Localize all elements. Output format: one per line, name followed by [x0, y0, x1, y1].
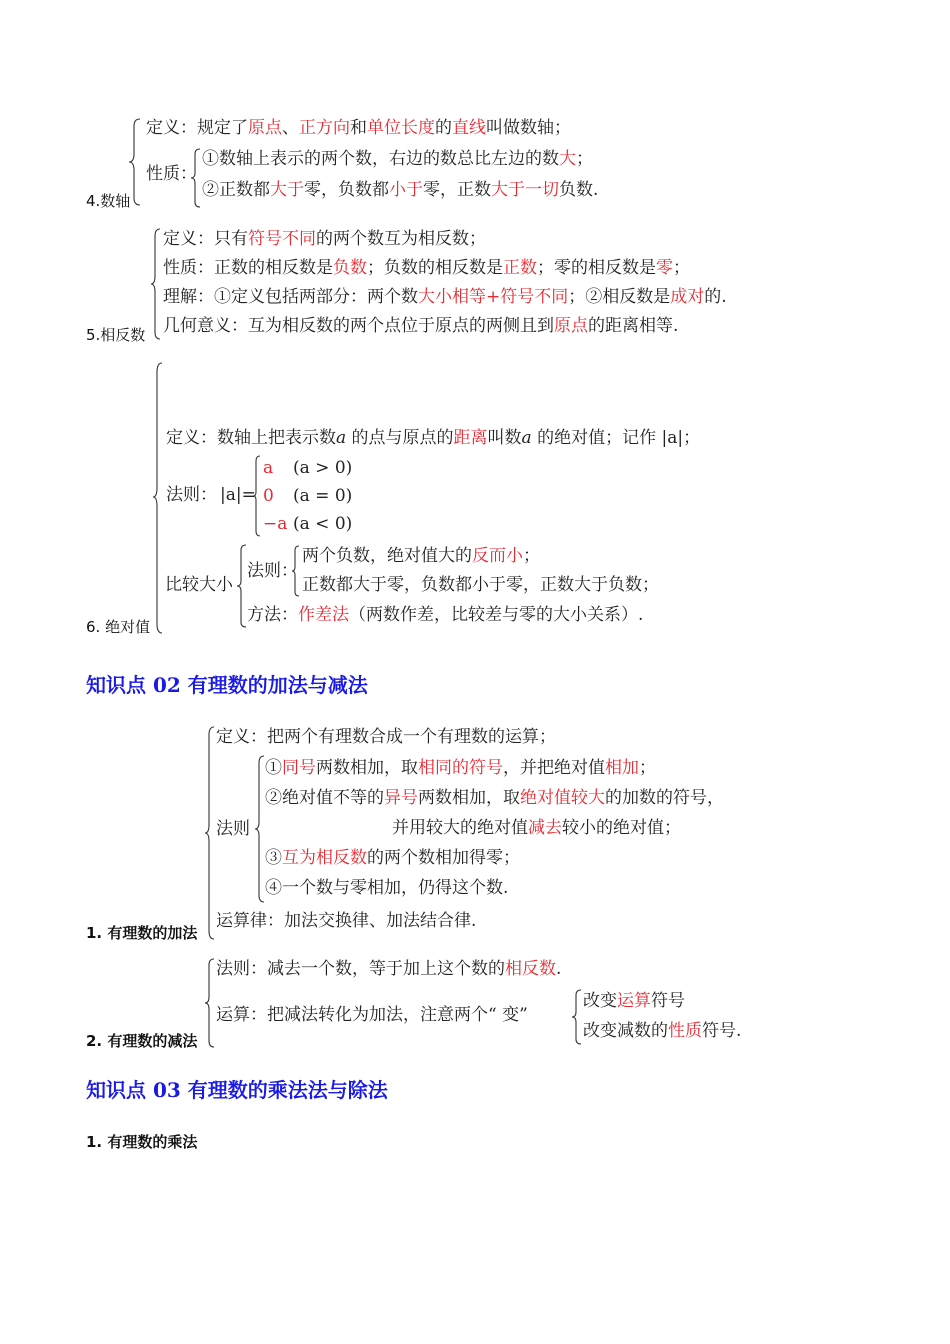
change-operation-sign: 改变运算符号: [583, 991, 685, 1011]
addition-laws: 运算律：加法交换律、加法结合律.: [216, 911, 477, 931]
addition-brace: [204, 726, 216, 940]
absolute-value-label: 6. 绝对值: [86, 618, 151, 636]
compare-rule-1: 两个负数，绝对值大的反而小；: [302, 546, 540, 566]
absolute-rule-label: 法则：: [166, 485, 217, 505]
opposite-understanding: 理解：①定义包括两部分：两个数大小相等+符号不同；②相反数是成对的.: [163, 287, 727, 307]
addition-rule-1: ①同号两数相加，取相同的符号，并把绝对值相加；: [265, 758, 656, 778]
case-value-positive: a: [263, 458, 274, 478]
compare-method: 方法：作差法（两数作差，比较差与零的大小关系）.: [247, 605, 644, 625]
section-03-heading: 知识点 03 有理数的乘法法与除法: [86, 1078, 388, 1102]
addition-label: 1. 有理数的加法: [86, 924, 198, 942]
multiplication-label: 1. 有理数的乘法: [86, 1133, 198, 1151]
absolute-rule-expression: |a|=: [220, 485, 256, 505]
number-axis-label: 4.数轴: [86, 192, 131, 210]
case-condition-negative: (a < 0): [293, 514, 353, 534]
case-condition-zero: (a = 0): [293, 486, 353, 506]
compare-rule-2: 正数都大于零，负数都小于零，正数大于负数；: [302, 575, 659, 595]
compare-rule-label: 法则：: [247, 561, 298, 581]
case-value-negative: −a: [263, 514, 288, 534]
addition-definition: 定义：把两个有理数合成一个有理数的运算；: [216, 727, 556, 747]
compare-rule-brace: [291, 545, 301, 597]
number-axis-definition: 定义：规定了原点、正方向和单位长度的直线叫做数轴；: [146, 118, 571, 138]
opposite-geometric-meaning: 几何意义：互为相反数的两个点位于原点的两侧且到原点的距离相等.: [163, 316, 679, 336]
number-axis-brace: [128, 118, 142, 206]
opposite-property: 性质：正数的相反数是负数；负数的相反数是正数；零的相反数是零；: [163, 258, 690, 278]
compare-label: 比较大小: [165, 575, 233, 595]
absolute-definition: 定义：数轴上把表示数a 的点与原点的距离叫数a 的绝对值；记作 |a|；: [166, 428, 701, 448]
number-axis-property-label: 性质：: [146, 164, 197, 184]
opposite-number-brace: [150, 228, 162, 340]
addition-rule-label: 法则: [216, 819, 250, 839]
section-02-heading: 知识点 02 有理数的加法与减法: [86, 673, 368, 697]
addition-rule-2: ②绝对值不等的异号两数相加，取绝对值较大的加数的符号，: [265, 788, 724, 808]
subtraction-operation: 运算：把减法转化为加法，注意两个“ 变”: [216, 1005, 528, 1025]
addition-rule-2-continued: 并用较大的绝对值减去较小的绝对值；: [392, 818, 681, 838]
property-brace: [190, 148, 202, 208]
subtraction-brace: [204, 958, 216, 1048]
opposite-definition: 定义：只有符号不同的两个数互为相反数；: [163, 229, 486, 249]
opposite-number-label: 5.相反数: [86, 326, 146, 344]
subtraction-rule: 法则：减去一个数，等于加上这个数的相反数.: [216, 959, 562, 979]
case-value-zero: 0: [263, 486, 274, 506]
addition-rule-3: ③互为相反数的两个数相加得零；: [265, 848, 520, 868]
number-axis-property-2: ②正数都大于零，负数都小于零，正数大于一切负数.: [202, 180, 599, 200]
subtraction-label: 2. 有理数的减法: [86, 1032, 198, 1050]
cases-brace: [252, 455, 262, 537]
change-brace: [571, 989, 583, 1045]
addition-rule-4: ④一个数与零相加，仍得这个数.: [265, 878, 509, 898]
absolute-value-brace: [152, 362, 164, 634]
change-subtrahend-sign: 改变减数的性质符号.: [583, 1021, 742, 1041]
case-condition-positive: (a > 0): [293, 458, 353, 478]
number-axis-property-1: ①数轴上表示的两个数，右边的数总比左边的数大；: [202, 149, 593, 169]
